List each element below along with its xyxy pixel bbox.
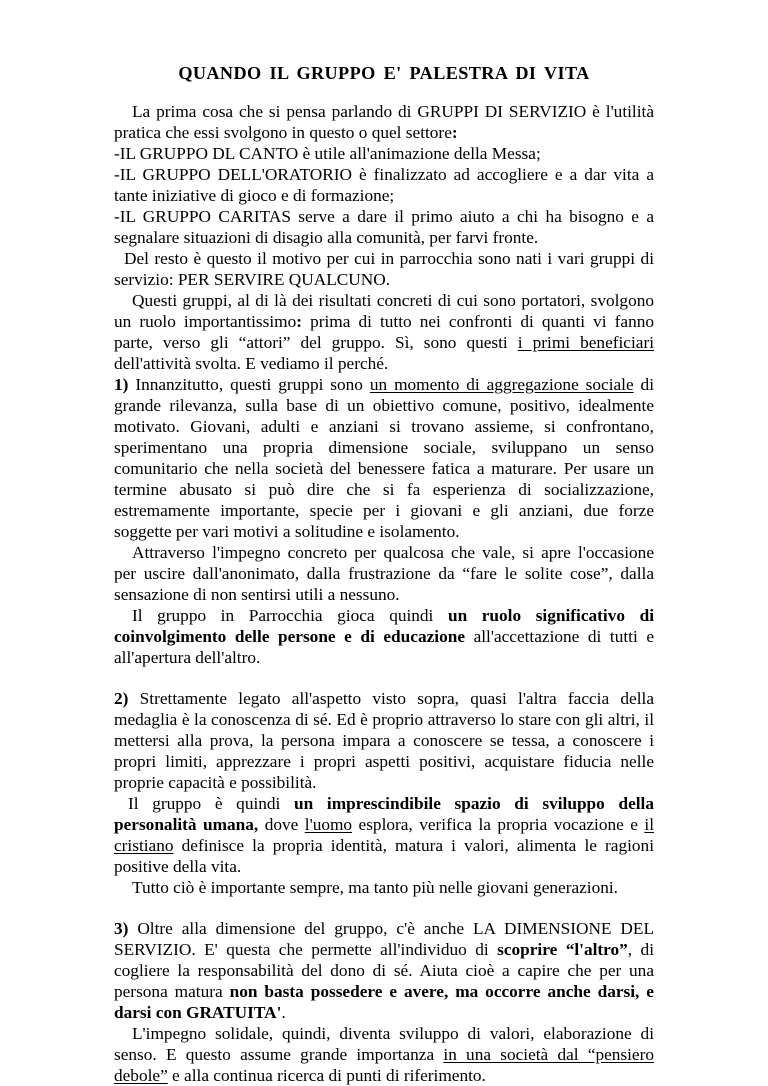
section-number: 3) bbox=[114, 919, 129, 938]
section-number: 1) bbox=[114, 375, 129, 394]
text-run: di grande rilevanza, sulla base di un obiettivo comune, positivo, idealmente motivato. Giovani, adulti e anziani si trovano assieme, si confrontano, sperimentano una propria dimensione sociale, sviluppano un senso comunitario che nella società del benessere fatica a maturare. Per usare un termine abusato si può dire che si fa esperienza di socializzazione, estremamente importante, specie per i giovani e gli anziani, due forze soggette per vari motivi a solitudine e isolamento. bbox=[114, 375, 654, 541]
section-3-paragraph bbox=[114, 918, 654, 1023]
bold-text: un ruolo significativo di coinvolgimento delle persone e di educazione bbox=[114, 606, 654, 646]
bold-text: non basta possedere e avere, ma occorre anche darsi, e darsi con GRATUITA' bbox=[114, 982, 654, 1022]
paragraph-motivo: Del resto è questo il motivo per cui in parrocchia sono nati i vari gruppi di servizio: PER SERVIRE QUALCUNO. bbox=[114, 249, 654, 289]
list-item-caritas: -IL GRUPPO CARITAS serve a dare il primo aiuto a chi ha bisogno e a segnalare situazioni di disagio alla comunità, per farvi fronte. bbox=[114, 207, 654, 247]
paragraph-questi bbox=[114, 290, 654, 374]
underlined-text: il cristiano bbox=[114, 815, 654, 855]
list-item-oratorio: -IL GRUPPO DELL'ORATORIO è finalizzato ad accogliere e a dar vita a tante iniziative di gioco e di formazione; bbox=[114, 165, 654, 205]
text-run: dell'attività svolta. E vediamo il perché. bbox=[114, 354, 389, 373]
text-run: all'accettazione di tutti e all'apertura dell'altro. bbox=[114, 627, 654, 667]
bold-text: un imprescindibile spazio di sviluppo della personalità umana, bbox=[114, 794, 654, 834]
text-run: Questi gruppi, al di là dei risultati concreti di cui sono portatori, svolgono un ruolo importantissimo bbox=[114, 291, 654, 331]
text-run: Innanzitutto, questi gruppi sono bbox=[128, 375, 370, 394]
underlined-text: in una società dal “pensiero debole” bbox=[114, 1045, 654, 1085]
intro-text: La prima cosa che si pensa parlando di GRUPPI DI SERVIZIO è l'utilità pratica che essi svolgono in questo o quel settore bbox=[114, 102, 654, 142]
underlined-text: i primi beneficiari bbox=[517, 333, 655, 352]
text-run: Oltre alla dimensione del gruppo, c'è anche LA DIMENSIONE DEL SERVIZIO. E' questa che permette all'individuo di bbox=[114, 919, 654, 959]
text-run: e alla continua ricerca di punti di riferimento. bbox=[167, 1066, 486, 1085]
text-run: prima di tutto nei confronti di quanti vi fanno parte, verso gli “attori” del gruppo. Sì, sono questi bbox=[114, 312, 655, 352]
text-run: Il gruppo è quindi bbox=[128, 794, 295, 813]
intro-paragraph bbox=[114, 101, 654, 143]
section-1-paragraph bbox=[114, 374, 654, 542]
section-number: 2) bbox=[114, 689, 129, 708]
intro-colon: : bbox=[451, 123, 458, 142]
text-run: esplora, verifica la propria vocazione e bbox=[352, 815, 645, 834]
underlined-text: l'uomo bbox=[304, 815, 353, 834]
section-2-paragraph bbox=[114, 688, 654, 793]
list-item-canto: -IL GRUPPO DL CANTO è utile all'animazione della Messa; bbox=[114, 144, 541, 163]
bold-text: scoprire “l'altro” bbox=[497, 940, 628, 959]
paragraph-gruppo-ruolo bbox=[114, 605, 654, 668]
document-title: QUANDO IL GRUPPO E' PALESTRA DI VITA bbox=[178, 63, 590, 83]
paragraph-gruppo-spazio bbox=[114, 793, 654, 877]
text-run: , di cogliere la responsabilità del dono di sé. Aiuta cioè a capire che per una persona matura bbox=[114, 940, 654, 1001]
paragraph-tutto: Tutto ciò è importante sempre, ma tanto più nelle giovani generazioni. bbox=[132, 878, 618, 897]
underlined-text: un momento di aggregazione sociale bbox=[369, 375, 634, 394]
paragraph-attraverso: Attraverso l'impegno concreto per qualcosa che vale, si apre l'occasione per uscire dall'anonimato, dalla frustrazione da “fare le solite cose”, dalla sensazione di non sentirsi utili a nessuno. bbox=[114, 543, 654, 604]
text-run: definisce la propria identità, matura i valori, alimenta le ragioni positive della vita. bbox=[114, 836, 654, 876]
text-run: Strettamente legato all'aspetto visto sopra, quasi l'altra faccia della medaglia è la conoscenza di sé. Ed è proprio attraverso lo stare con gli altri, il mettersi alla prova, la persona impara a conoscere se tessa, a conoscere i propri limiti, apprezzare i propri aspetti positivi, acquistare fiducia nelle proprie capacità e possibilità. bbox=[114, 689, 654, 792]
bold-colon: : bbox=[296, 312, 303, 331]
text-run: dove bbox=[258, 815, 305, 834]
text-run: . bbox=[281, 1003, 286, 1022]
paragraph-impegno bbox=[114, 1023, 654, 1086]
text-run: L'impegno solidale, quindi, diventa sviluppo di valori, elaborazione di senso. E questo assume grande importanza bbox=[114, 1024, 654, 1064]
text-run: Il gruppo in Parrocchia gioca quindi bbox=[132, 606, 448, 625]
